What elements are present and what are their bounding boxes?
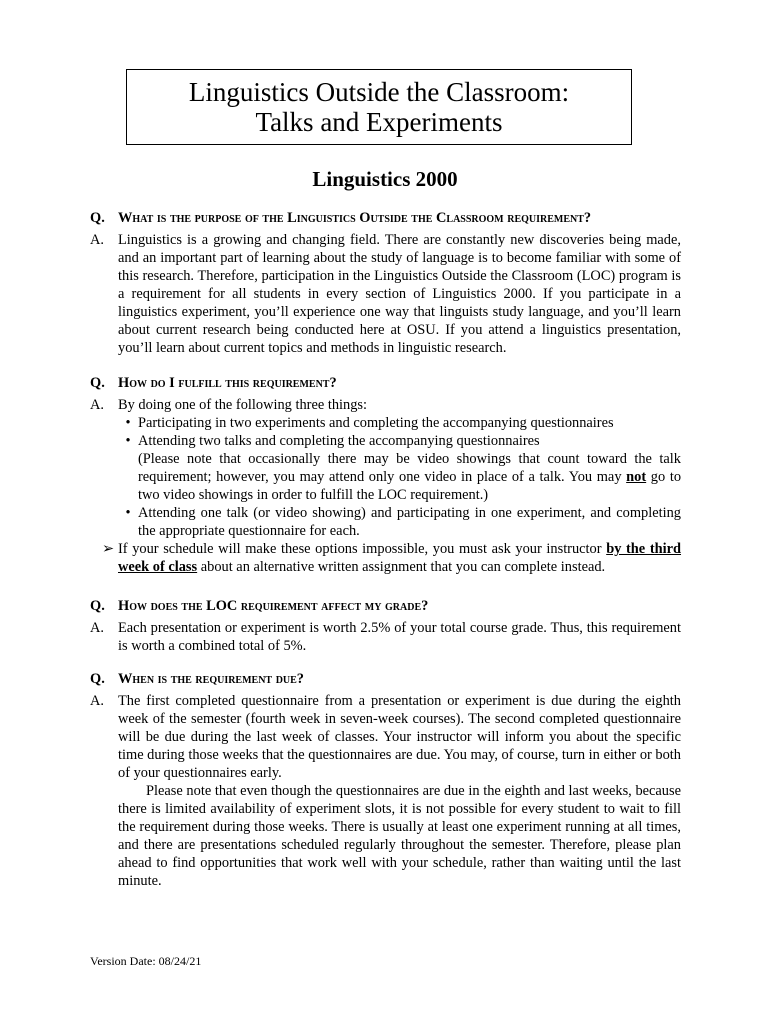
video-note-a: (Please note that occasionally there may be video showings that count toward the talk requirement; however, you may attend only one video in place of a talk. You may (138, 451, 681, 485)
option-talks-text: Attending two talks and completing the accompanying questionnaires (138, 433, 540, 449)
bullet-icon: • (125, 505, 131, 521)
qa-purpose (90, 209, 681, 357)
qa-grade (90, 597, 681, 655)
list-item (118, 504, 681, 540)
answer-row (90, 231, 681, 357)
alternative-deadline: by the third week of class (118, 541, 682, 575)
question-text: How do I fulfill this requirement? (118, 375, 337, 391)
question-row (90, 670, 681, 688)
answer-label: A. (90, 397, 104, 413)
video-note-b: go to two video showings in order to fulfill the LOC requirement.) (138, 469, 682, 503)
qa-fulfill (90, 374, 681, 576)
option-talks (138, 432, 681, 504)
answer-label: A. (90, 693, 104, 709)
answer-label: A. (90, 232, 104, 248)
question-row (90, 597, 681, 615)
answer-paragraph-2: Please note that even though the questionnaires are due in the eighth and last weeks, because there is limited availability of experiment slots, it is not possible for every student to wait to fill the requirement during those weeks. There is usually at least one experiment running at all times, and there are presentations scheduled regularly throughout the semester. Therefore, please plan ahead to find opportunities that work well with your schedule, rather than waiting until the last minute. (118, 783, 681, 889)
answer-text: Each presentation or experiment is worth 2.5% of your total course grade. Thus, this requirement is worth a combined total of 5%. (118, 620, 681, 654)
title-line-2: Talks and Experiments (255, 107, 503, 137)
title-box (126, 69, 632, 145)
answer-row (90, 619, 681, 655)
answer-intro: By doing one of the following three things: (118, 397, 368, 413)
answer-text: Linguistics is a growing and changing field. There are constantly new discoveries being made, and an important part of learning about the study of language is to become familiar with some of this research. Therefore, participation in the Linguistics Outside the Classroom (LOC) program is a requirement for all students in every section of Linguistics 2000. If you participate in a linguistics experiment, you’ll experience one way that linguists study language, and you’ll learn about current research being conducted here at OSU. If you attend a linguistics presentation, you’ll learn about current topics and methods in linguistic research. (118, 232, 681, 356)
option-mixed: Attending one talk (or video showing) and participating in one experiment, and completing the appropriate questionnaire for each. (138, 505, 681, 539)
options-list (90, 414, 681, 540)
question-label: Q. (90, 375, 105, 391)
course-subtitle: Linguistics 2000 (312, 167, 458, 191)
list-item (118, 432, 681, 504)
question-text: What is the purpose of the Linguistics Outside the Classroom requirement? (118, 210, 592, 226)
question-label: Q. (90, 671, 105, 687)
alternative-text-b: about an alternative written assignment that you can complete instead. (197, 559, 606, 575)
version-date: Version Date: 08/24/21 (90, 954, 202, 968)
question-row (90, 209, 681, 227)
video-note-not: not (626, 469, 647, 485)
question-text: How does the LOC requirement affect my grade? (118, 598, 429, 614)
arrow-bullet-icon: ➢ (102, 541, 115, 557)
alternative-text-a: If your schedule will make these options impossible, you must ask your instructor (118, 541, 607, 557)
list-item (118, 414, 681, 432)
answer-label: A. (90, 620, 104, 636)
bullet-icon: • (125, 433, 131, 449)
title-line-1: Linguistics Outside the Classroom: (188, 77, 570, 107)
question-row (90, 374, 681, 392)
option-experiments: Participating in two experiments and completing the accompanying questionnaires (138, 415, 614, 431)
alternative-note (102, 540, 681, 576)
question-label: Q. (90, 598, 105, 614)
question-text: When is the requirement due? (118, 671, 305, 687)
answer-paragraph-1: The first completed questionnaire from a presentation or experiment is due during the eighth week of the semester (fourth week in seven-week courses). The second completed questionnaire will be due during the last week of classes. Your instructor will inform you about the specific time during those weeks that the questionnaires are due. You may, of course, turn in either or both of your questionnaires early. (118, 693, 681, 781)
qa-due (90, 670, 681, 890)
bullet-icon: • (125, 415, 131, 431)
answer-row (90, 692, 681, 890)
answer-body (118, 692, 681, 890)
answer-row (90, 396, 681, 414)
question-label: Q. (90, 210, 105, 226)
alternative-text (118, 540, 681, 576)
